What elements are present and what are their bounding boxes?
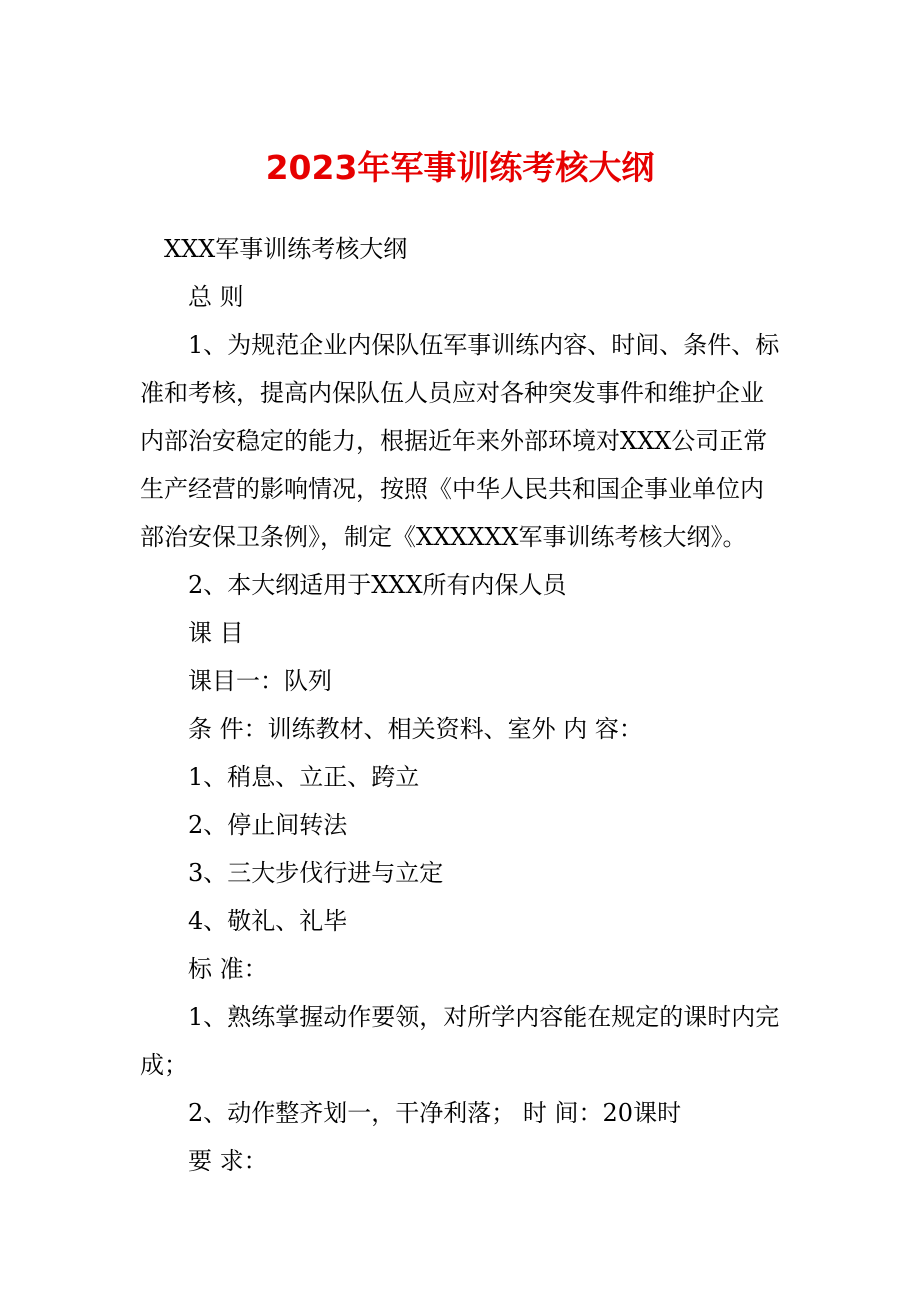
paragraph-standard-1: 1、熟练掌握动作要领，对所学内容能在规定的课时内完成； [140, 1003, 780, 1079]
paragraph-content-item-3: 3、三大步伐行进与立定 [188, 859, 444, 887]
paragraph-clause-1: 1、为规范企业内保队伍军事训练内容、时间、条件、标准和考核，提高内保队伍人员应对各种突发事件和维护企业内部治安稳定的能力，根据近年来外部环境对XXX公司正常生产经营的影响情况，按照《中华人民共和国企事业单位内部治安保卫条例》，制定《XXXXXX军事训练考核大纲》。 [140, 331, 780, 551]
paragraph-requirements-heading: 要 求： [188, 1147, 268, 1175]
document-body [140, 225, 785, 1185]
paragraph-clause-2: 2、本大纲适用于XXX所有内保人员 [188, 571, 567, 599]
paragraph-content-item-1: 1、稍息、立正、跨立 [188, 763, 420, 791]
paragraph-standard-2: 2、动作整齐划一，干净利落； 时 间：20课时 [188, 1099, 682, 1127]
paragraph-conditions: 条 件：训练教材、相关资料、室外 内 容： [188, 715, 643, 743]
paragraph-standards-heading: 标 准： [188, 955, 268, 983]
paragraph-general-heading: 总 则 [188, 283, 244, 311]
paragraph-content-item-4: 4、敬礼、礼毕 [188, 907, 348, 935]
document-title: 2023年军事训练考核大纲 [265, 148, 655, 187]
paragraph-content-item-2: 2、停止间转法 [188, 811, 348, 839]
paragraph-subject-one: 课目一：队列 [188, 667, 332, 695]
paragraph-subtitle: XXX军事训练考核大纲 [164, 235, 408, 263]
paragraph-subjects-heading: 课 目 [188, 619, 244, 647]
